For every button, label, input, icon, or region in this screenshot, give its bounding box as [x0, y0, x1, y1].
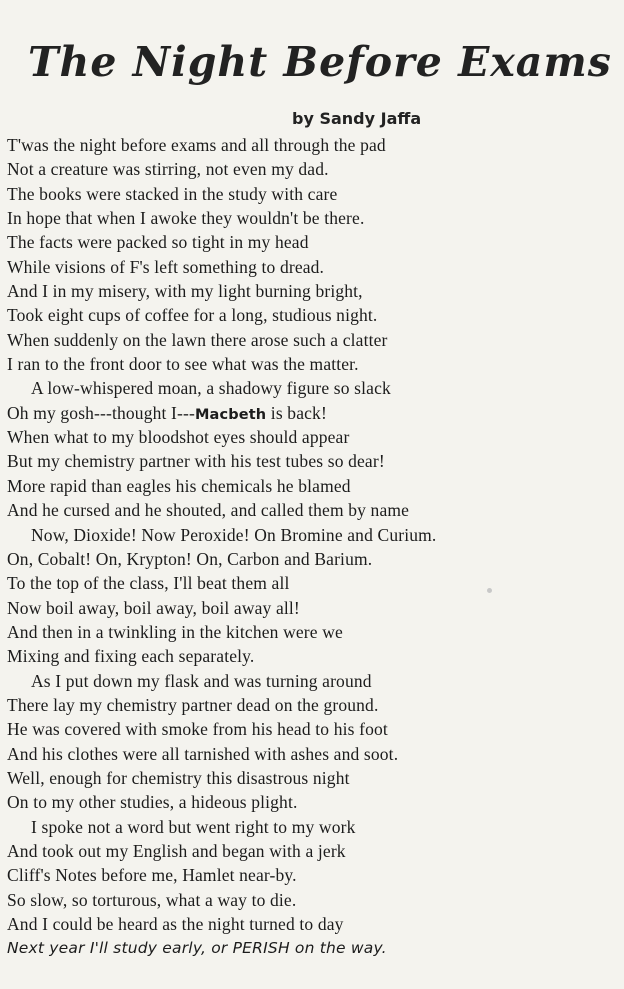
poem-line: Mixing and fixing each separately. [7, 646, 255, 667]
poem-line: Now, Dioxide! Now Peroxide! On Bromine and Curium. [31, 524, 437, 545]
poem-line: A low-whispered moan, a shadowy figure so slack [31, 378, 391, 399]
poem-line: When suddenly on the lawn there arose such a clatter [7, 329, 388, 350]
poem-line: I ran to the front door to see what was the matter. [7, 354, 359, 375]
poem-line: And he cursed and he shouted, and called them by name [7, 500, 410, 521]
poem-line: Cliff's Notes before me, Hamlet near-by. [7, 865, 297, 886]
poem-line: And I in my misery, with my light burning bright, [7, 281, 363, 302]
poem-line: The facts were packed so tight in my head [7, 232, 309, 253]
poem-line: On to my other studies, a hideous plight. [7, 792, 298, 813]
poem-line: Now boil away, boil away, boil away all! [7, 597, 300, 618]
poem-line: In hope that when I awoke they wouldn't be there. [7, 208, 365, 229]
line-text: Oh my gosh---thought I--- [7, 402, 195, 423]
poem-line: And I could be heard as the night turned to day [7, 914, 344, 934]
poem-line: Took eight cups of coffee for a long, studious night. [7, 305, 378, 326]
poem-title: The Night Before Exams [28, 38, 612, 86]
macbeth-emphasis: Macbeth [194, 406, 267, 423]
poem-line: To the top of the class, I'll beat them all [7, 573, 290, 594]
poem-line: While visions of F's left something to dread. [7, 256, 325, 277]
poem-line: On, Cobalt! On, Krypton! On, Carbon and Barium. [7, 548, 373, 569]
poem-line: Well, enough for chemistry this disastrous night [7, 767, 350, 788]
poem-line [7, 401, 619, 425]
byline: by Sandy Jaffa [292, 109, 422, 128]
poem-line: When what to my bloodshot eyes should appear [7, 427, 350, 448]
closing-line: Next year I'll study early, or PERISH on the way. [7, 939, 387, 958]
poem-line: I spoke not a word but went right to my work [31, 816, 356, 837]
poem-line: He was covered with smoke from his head to his foot [7, 719, 388, 740]
poem-line: The books were stacked in the study with care [7, 183, 338, 204]
poem-line: Not a creature was stirring, not even my dad. [7, 159, 329, 180]
poem-line: T'was the night before exams and all through the pad [7, 135, 386, 155]
line-text: is back! [266, 402, 327, 423]
poem-line: And then in a twinkling in the kitchen were we [7, 621, 343, 642]
poem-line: So slow, so torturous, what a way to die. [7, 889, 297, 910]
poem-line: And took out my English and began with a jerk [7, 840, 346, 861]
poem-line: More rapid than eagles his chemicals he blamed [7, 475, 351, 496]
poem-line: There lay my chemistry partner dead on the ground. [7, 694, 379, 715]
poem-line: As I put down my flask and was turning around [31, 670, 372, 691]
paper-speck [487, 588, 492, 593]
poem-line: But my chemistry partner with his test tubes so dear! [7, 451, 385, 472]
poem-line: And his clothes were all tarnished with ashes and soot. [7, 743, 399, 764]
poem-body [7, 133, 619, 961]
